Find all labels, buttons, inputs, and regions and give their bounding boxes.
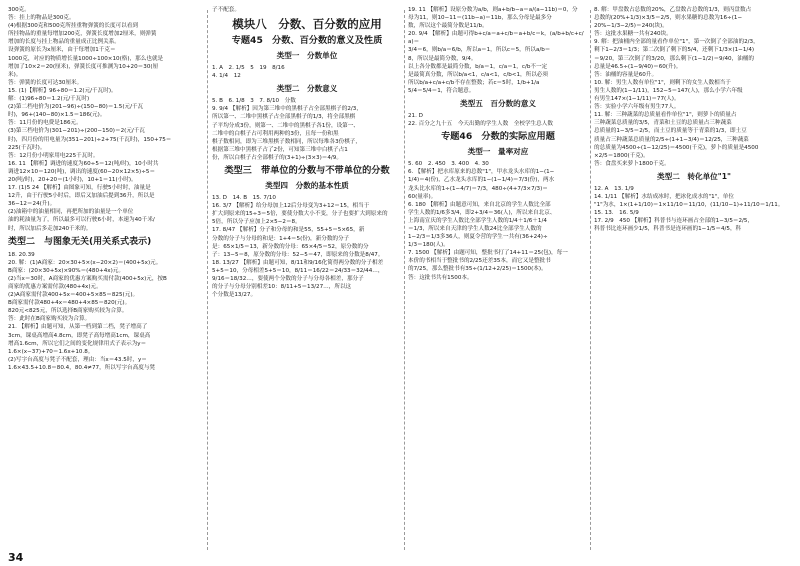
column-divider	[207, 10, 208, 550]
text-line: 12升，由于行驶5小时后，即后又加油后提到36升，所以是	[8, 193, 155, 200]
text-line: 20(吨/时)，20+20＝(1小时)，10+1＝11(小时)。	[8, 176, 137, 183]
text-line: 棋子数相同，即为三堆黑棋子数相同，所以每堆各3份棋子，	[212, 138, 361, 145]
section-heading: 类型二 与图象无关(用关系式表示)	[8, 236, 152, 247]
text-line: 分数的分子与分母的和是：1+4＝5(份)，新分数的分子	[212, 235, 350, 242]
text-line: 设弹簧的原长为x厘米，由于每增加1千克＝	[8, 47, 116, 54]
section-heading: 类型一 量率对应	[467, 147, 529, 157]
text-line: 1/4)＝4(份)，乙水龙头水库的1−(1−1/4)＝7/3(份)，两水	[408, 177, 555, 184]
text-line: 答：此时在B商家购买较为合算。	[8, 316, 91, 323]
text-line: 1. A 2. 1/5 5 19 8/16	[212, 65, 285, 72]
text-line: 质量占三种蔬菜总质量的2/5÷(1+1−3/4)＝12/25，三种蔬菜	[594, 136, 749, 143]
text-line: 17. 2/9 450 【解析】科普书与连环画占全部的1−3/5＝2/5，	[594, 218, 754, 225]
text-line: 20. 9/4 【解析】由题可得b+c/a＝a+c/b＝a+b/c＝k，(a/b+b/c+c/a)＝	[408, 31, 584, 46]
text-line: 调进12×10＝120(吨)，调出的速度(60−20×12×5)÷5＝	[8, 168, 156, 175]
text-line: B商家：(20×30+5x)×90%＝(480+4x)元。	[8, 267, 124, 274]
text-line: 是：65×1/5＝13，新分数的分母：65×4/5＝52，原分数的分	[212, 243, 369, 250]
text-line: 22. 百分之九十五 今天出勤的学生人数 全校学生总人数	[408, 121, 553, 128]
text-line: 16. 3/7 【解析】给分母加上12后分母变为3+12＝15，相当于	[212, 203, 370, 210]
text-line: 19. 11 【解析】设原分数为a/b，则a+b/b−a＝a/(a−11b)＝0，分	[408, 7, 578, 13]
text-line: 5. 60 2. 450 3. 400 4. 30	[408, 161, 489, 168]
text-line: 60(量率)。	[408, 193, 437, 200]
text-line: 1/3＝180(人)。	[408, 242, 449, 249]
text-line: 子不配套。	[212, 7, 240, 13]
text-line: (2)当x＝30时，A商家的优惠方案购买需付款(400+5x)元，按B	[8, 275, 167, 282]
text-line: "1"为水，1×(1+1/10)＝1×11/10＝11/10，(11/10−1)÷11/10＝1/11。	[594, 202, 784, 209]
text-line: 225(千瓦时)。	[8, 144, 46, 151]
text-line: 科普书比连环画少1/5，科普书是连环画的1−1/5＝4/5，科	[594, 226, 742, 233]
text-line: 300克。	[8, 7, 30, 13]
text-line: 所挂物品的重量每增加200克，弹簧长度增加2厘米，则弹簧	[8, 31, 157, 38]
text-line: 21. 【解析】由题可知，从第一档到第二档，凳子增高了	[8, 324, 148, 331]
text-line: 21. D	[408, 113, 423, 120]
text-line: 米)。	[8, 71, 22, 78]
text-line: 1.6×43.5+10.8＝80.4，80.4≠77，所以写字台高度与凳	[8, 364, 156, 371]
column-4	[594, 6, 794, 552]
text-line: 增加了10×2＝20(厘米)，弹簧长度可推测为10+20＝30(厘	[8, 63, 159, 70]
text-line: 数，所以这个最简分数是11/b。	[408, 23, 488, 30]
text-line: ＝1/3，所以来自天津的学生人数24比全部学生人数的	[408, 225, 542, 232]
text-line: (2)油箱中的油量相同，再把所加的油量是一个单位	[8, 209, 134, 216]
text-line: 36−12＝24(升)。	[8, 201, 56, 208]
page-number: 34	[8, 551, 24, 564]
text-line: 答：12月份小明家用电225千瓦时。	[8, 152, 99, 159]
text-line: 以上各分数都是最简分数，b/a＝1，c/a＝1，c/b不一定	[408, 63, 548, 70]
text-line: 的总质量为4500÷(1−12/25)＝4500(千克)，萝卜的质量是4500	[594, 144, 759, 151]
text-line: 13. D 14. B 15. 7/10	[212, 195, 276, 202]
column-3	[408, 6, 588, 552]
text-line: ×2/5＝1800(千克)。	[594, 152, 649, 159]
module-heading: 模块八 分数、百分数的应用	[232, 17, 382, 32]
text-line: 个分数是13/27。	[212, 292, 257, 299]
text-line: 8. 解：甲盘数占总数的20%，乙盘数占总数的1/3，则丙盘数占	[594, 7, 752, 13]
text-line: 答：挂上的物品是300克。	[8, 15, 75, 22]
text-line: (2)写字台高度与凳子不配套，理由：当x＝43.5时，y＝	[8, 356, 147, 363]
text-line: 6. 【解析】把水库原来的总数"1"，甲水龙头水库的1−(1−	[408, 169, 555, 176]
text-line: 820元<825元，所以选择B商家购买较为合算。	[8, 308, 128, 315]
text-line: 6. 180 【解析】由题意可知，来自北京的学生人数比全部	[408, 201, 551, 208]
text-line: 14. 1/11 【解析】水结成冰时，把冰化成水的"1"，单位	[594, 193, 735, 200]
text-line: 20%−1/3−2/5)＝240(块)。	[594, 23, 668, 30]
text-line: 1000克，对应的物质增长量1000÷100×10(格)，那么也就是	[8, 55, 164, 62]
text-line: 总量是46.5÷(1−9/40)＝60(升)。	[594, 63, 682, 70]
text-line: 15. (1)【解析】96÷80＝1.2(元/千瓦时)。	[8, 87, 117, 94]
text-line: 答：弹簧的长度可达30厘米。	[8, 79, 83, 86]
text-line: 子平均分成3份，则第一、二堆中的黑棋子各1份，设第一、	[212, 122, 359, 129]
text-line: 5+5＝10，分母相差5+5＝10，8/11＝16/22＝24/33＝32/44…，	[212, 267, 384, 274]
text-line: 18. 13/27 【解析】由题可知，8/11和9/16化简得两分数的分子相差	[212, 259, 384, 266]
text-line: 时)，四月份的用电量为(351−201)÷2+75(千瓦时)，150+75＝	[8, 136, 172, 143]
text-line: 8，所以是最简分数，9/4。	[408, 55, 477, 62]
text-line: ＝9/20，第三次倒了的3/20，那么剩下(1−1/2)＝9/40，油桶的	[594, 55, 754, 62]
text-line: 增高1.6cm，所以它们之间的变化规律用式子表示为y＝	[8, 340, 147, 347]
text-line: 根据第三堆中黑棋子占了2份，可知第三堆中白棋子占1	[212, 146, 348, 153]
text-line: 三种蔬菜总质量的3/5，青菜和土豆的总质量占三种蔬菜	[594, 120, 732, 127]
text-line: 1−2/3＝1/3多36人，则夏令营的学生一共有(36+24)÷	[408, 234, 548, 241]
text-line: (2)A商家需付款400+5x＝400+5×85＝825(元)。	[8, 292, 139, 299]
section-heading: 类型二 分数意义	[276, 84, 338, 94]
text-line: 16. 11 【解析】调进的速度为60÷5＝12(吨/时)，10小时共	[8, 160, 159, 167]
column-divider	[590, 10, 591, 550]
text-line: 所以第一、二堆中黑棋子占全部黑棋子的1/3，将全部黑棋	[212, 114, 356, 121]
column-1	[8, 6, 204, 552]
text-line: 5/4＝5/4＝1，符合题意。	[408, 87, 475, 94]
text-line: 答：实验小学六年级有男生77人。	[594, 104, 680, 111]
text-line: 5倍，所以分子应加上2×5−2＝8。	[212, 219, 301, 226]
text-line: 10. 解：男生人数有单位"1"，则剩下的女生人数相当于	[594, 79, 731, 86]
text-line: 3/4＝6，则b/a＝6/b，所以a＝1，所以c＝5，所以a/b＝	[408, 47, 551, 54]
text-line: 是最简真分数，所以b/a<1，c/a<1，c/b<1，所以必须	[408, 71, 548, 78]
text-line: 9. 9/4 【解析】因为第三堆中的黑棋子占全部黑棋子的2/3，	[212, 106, 362, 113]
column-2	[212, 6, 402, 552]
section-heading: 类型四 分数的基本性质	[265, 181, 349, 191]
section-heading: 类型二 转化单位"1"	[657, 171, 731, 181]
text-line: 11. 解：三种蔬菜的总质量看作单位"1"，则萝卜的质量占	[594, 112, 737, 119]
text-line: 男生人数的(1−1/11)，152−5＝147(人)，那么小学六年级	[594, 87, 743, 94]
text-line: 7. 1500 【解析】由题可知，整批书打了14+11＝25(包)，每一	[408, 250, 568, 257]
column-divider	[404, 10, 405, 550]
topic-heading: 专题46 分数的实际应用题	[441, 131, 555, 143]
text-line: 时)，96+(140−80)×1.5＝186(元)。	[8, 112, 106, 119]
text-line: 总质量的1−3/5＝2/5，而土豆的质量等于青菜的1/3，即土豆	[594, 128, 747, 135]
text-line: 本价的书相当于整批书的2/25还差35本，而它又是整批书	[408, 258, 551, 265]
text-line: 18. 20.39	[8, 251, 35, 258]
text-line: 油的耗油量为了，所以最多可以行驶6小时，本速为40千米/	[8, 217, 155, 224]
text-line: 的分子与分母分别相差10：8/11+5＝13/27…，所以这	[212, 284, 352, 291]
text-line: 20. 解：(1)A商家：20×30+5×(x−20×2)＝(400+5x)元。	[8, 259, 162, 266]
text-line: 17. (1)5 24 【解析】由图象可知，行驶5小时时，油量是	[8, 185, 151, 192]
text-line: (4)根据300克和500克所挂重物弹簧的长度可以看到	[8, 23, 138, 30]
text-line: 龙头比水库的1÷(1−4/7)＝7/3，480÷(4+7/3×7/3)＝	[408, 185, 548, 192]
text-line: 9. 解：把油桶内全部的量看作单位"1"，第一次倒了全部油的2/3，	[594, 39, 759, 46]
text-line: 有男生147×(1−1/11)＝77(人)。	[594, 96, 680, 103]
text-line: 子：13−5＝8，原分数的分母：52−5＝47，即原来的分数是8/47。	[212, 251, 384, 258]
text-line: 4. 1/4 12	[212, 73, 241, 80]
text-line: 5. B 6. 1/8 3 7. 8/10 分数	[212, 98, 296, 105]
text-line: 母为11，则10−11＝(11b−a)＝11b，那么分母是最多分	[408, 15, 552, 22]
text-line: 答：食盘买来萝卜1800千克。	[594, 160, 670, 167]
text-line: 时，所以加后多走加240千米的。	[8, 225, 92, 232]
text-line: 9/16＝18/32…，要使两个分数的分子与分母各相差，那分子	[212, 275, 364, 282]
text-line: 答：11月份的电费是186元。	[8, 120, 82, 127]
text-line: 的7/25，那么整批书有35÷(1/12+2/25)＝1500(本)。	[408, 266, 547, 273]
text-line: 答：这批水果糖一共有240块。	[594, 31, 672, 38]
text-line: 解：(1)96÷80＝1.2(元/千瓦时)	[8, 96, 90, 103]
text-line: 剩下1−2/3＝1/3；第二次倒了剩下的5/4，还剩下1/3×(1−1/4)	[594, 47, 755, 54]
section-heading: 类型一 分数单位	[276, 51, 338, 61]
topic-heading: 专题45 分数、百分数的意义及性质	[231, 35, 383, 47]
text-line: (2)第二档电价为(201−96)÷(150−80)＝1.5(元/千瓦	[8, 104, 144, 111]
text-line: 份，所以白棋子占全部棋子的(3+1)÷(3×3)＝4/9。	[212, 154, 342, 161]
text-line: 学生人数的1/6多3/4，即2+3/4＝36(人)，所以来自北京、	[408, 209, 556, 216]
text-line: B商家需付款480+4x＝480+4×85＝820(元)。	[8, 300, 131, 307]
text-line: 答：油桶的容量是60升。	[594, 71, 658, 78]
topic-heading: 类型三 带单位的分数与不带单位的分数	[224, 165, 390, 177]
text-line: 增加的长度与挂上物品的重量成正比例关系。	[8, 39, 120, 46]
text-line: 12. A 13. 1/9	[594, 185, 634, 192]
text-line: 1.6×(x−37)+70＝1.6x+10.8。	[8, 348, 94, 355]
text-line: 3cm，课桌高增高4.8cm，即凳子高每增高1cm，课桌高	[8, 332, 151, 339]
text-line: 扩大到原来的15÷3＝5倍，要使分数大小不变，分子也要扩大到原来的	[212, 211, 388, 218]
text-line: 总数的(20%+1/3)×3/5＝2/5，则水果糖的总数为16÷(1−	[594, 15, 743, 22]
text-line: (3)第三档电价为(301−201)÷(200−150)＝2(元/千瓦	[8, 128, 145, 135]
text-line: 15. 13. 16. 5/9	[594, 210, 639, 217]
text-line: 答：这批书共有1500本。	[408, 274, 473, 281]
section-heading: 类型五 百分数的意义	[460, 99, 536, 109]
text-line: 二堆中的白棋子占可利用两种的3份，且每一份和黑	[212, 130, 339, 137]
text-line: 17. 8/47 【解析】分子和分母的和是55，55+5＝5×65，新	[212, 227, 365, 234]
text-line: 上海南宣庆的学生人数比全部学生人数的1/4＋1/6＋1/4	[408, 217, 547, 224]
text-line: 商家的优惠方案需付款(480+4x)元。	[8, 284, 102, 290]
text-line: 所以b/a+c/a+c/b不存在整数；若c＝5时，1/b+1/a	[408, 79, 540, 86]
